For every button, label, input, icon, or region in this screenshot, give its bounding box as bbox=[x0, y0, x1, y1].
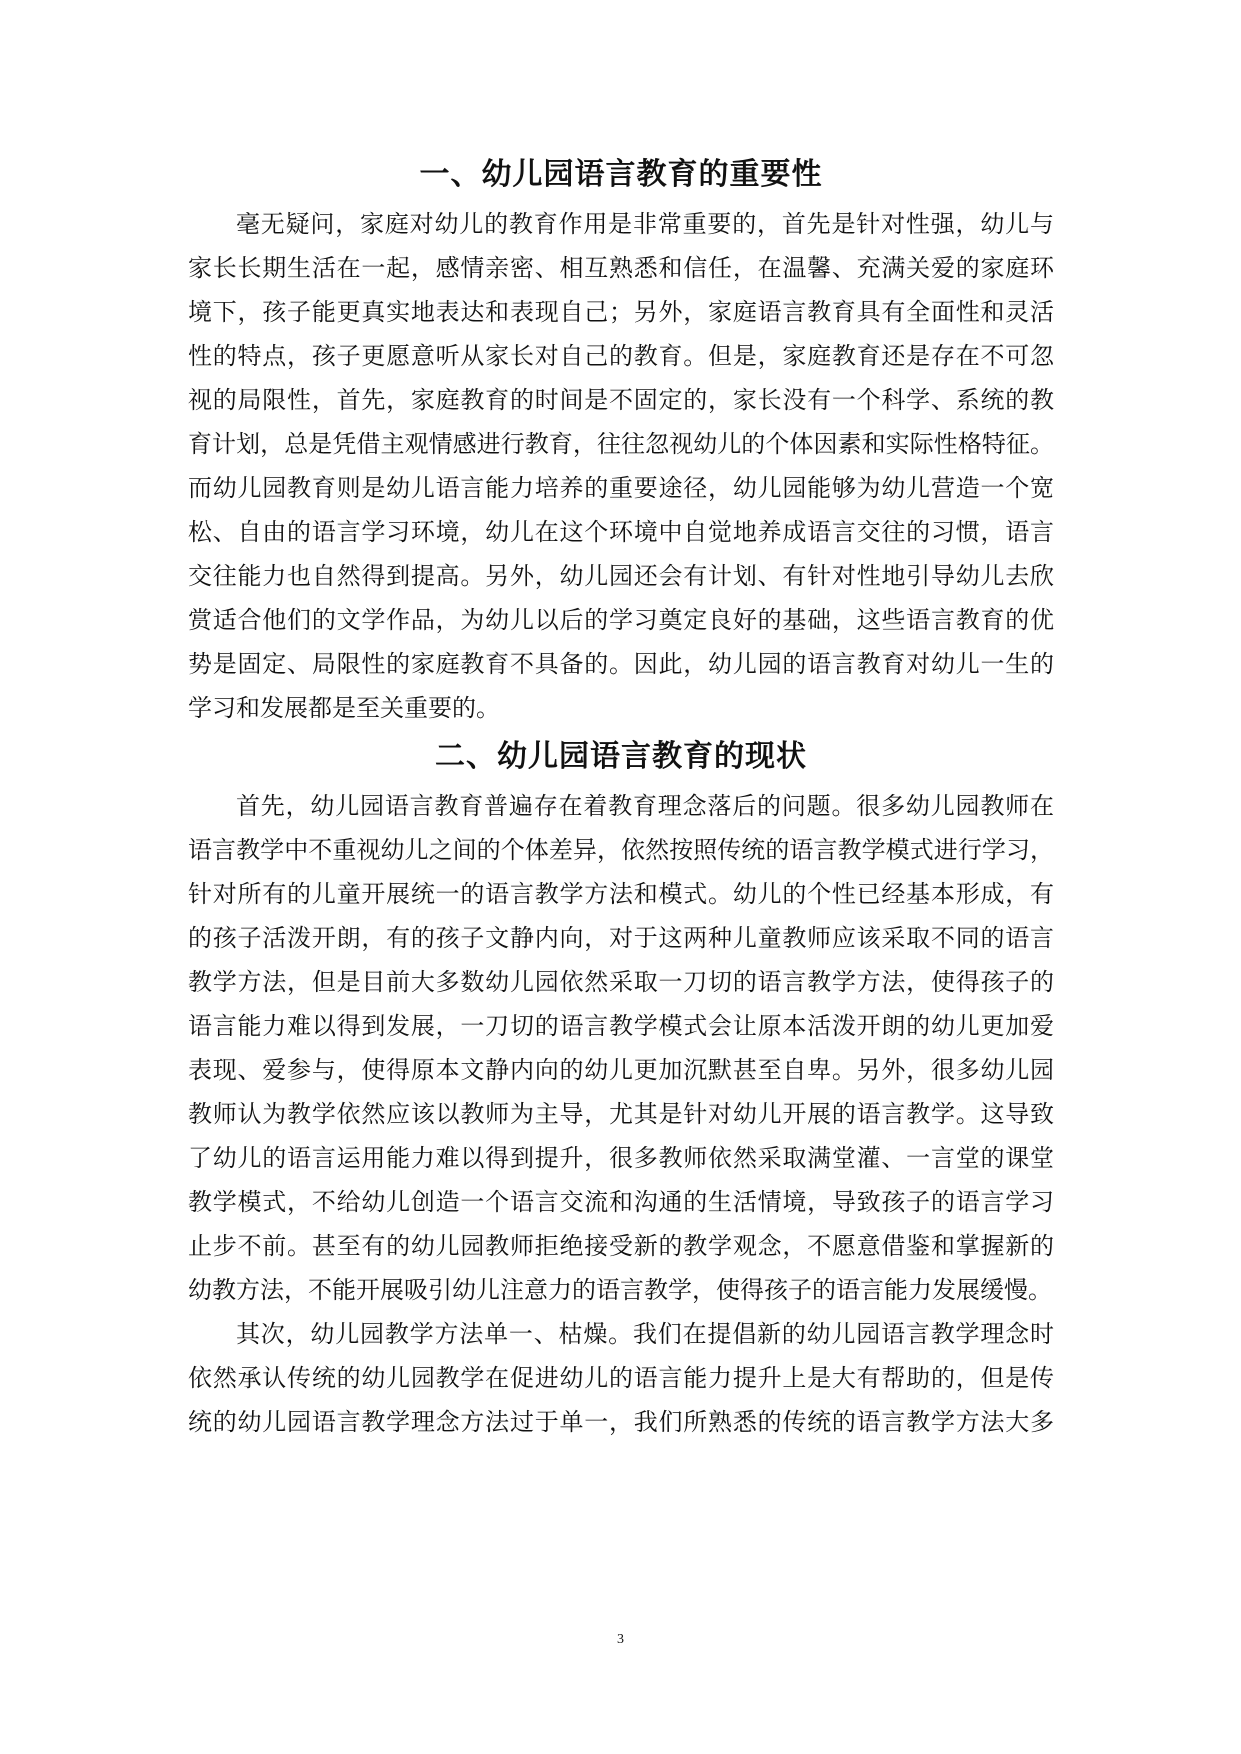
page-number: 3 bbox=[617, 1632, 624, 1647]
paragraph-line: 依然承认传统的幼儿园教学在促进幼儿的语言能力提升上是大有帮助的，但是传 bbox=[188, 1364, 1054, 1392]
paragraph-line: 势是固定、局限性的家庭教育不具备的。因此，幼儿园的语言教育对幼儿一生的 bbox=[188, 650, 1054, 678]
section-heading: 一、幼儿园语言教育的重要性 bbox=[419, 157, 823, 192]
section-heading: 二、幼儿园语言教育的现状 bbox=[435, 739, 807, 774]
paragraph-line: 表现、爱参与，使得原本文静内向的幼儿更加沉默甚至自卑。另外，很多幼儿园 bbox=[188, 1056, 1054, 1084]
paragraph-line: 幼教方法，不能开展吸引幼儿注意力的语言教学，使得孩子的语言能力发展缓慢。 bbox=[188, 1276, 1052, 1304]
paragraph-line: 境下，孩子能更真实地表达和表现自己；另外，家庭语言教育具有全面性和灵活 bbox=[188, 298, 1054, 326]
paragraph-line: 视的局限性，首先，家庭教育的时间是不固定的，家长没有一个科学、系统的教 bbox=[188, 386, 1054, 414]
paragraph-line: 毫无疑问，家庭对幼儿的教育作用是非常重要的，首先是针对性强，幼儿与 bbox=[236, 210, 1054, 238]
section-1 bbox=[188, 150, 1054, 730]
paragraph-line: 性的特点，孩子更愿意听从家长对自己的教育。但是，家庭教育还是存在不可忽 bbox=[188, 342, 1054, 370]
section-2 bbox=[188, 732, 1054, 1444]
paragraph-line: 止步不前。甚至有的幼儿园教师拒绝接受新的教学观念，不愿意借鉴和掌握新的 bbox=[188, 1232, 1054, 1260]
paragraph-line: 学习和发展都是至关重要的。 bbox=[188, 694, 500, 722]
paragraph-line: 语言教学中不重视幼儿之间的个体差异，依然按照传统的语言教学模式进行学习， bbox=[188, 836, 1054, 864]
paragraph-line: 其次，幼儿园教学方法单一、枯燥。我们在提倡新的幼儿园语言教学理念时 bbox=[236, 1320, 1054, 1348]
paragraph-line: 教师认为教学依然应该以教师为主导，尤其是针对幼儿开展的语言教学。这导致 bbox=[188, 1100, 1054, 1128]
paragraph-line: 松、自由的语言学习环境，幼儿在这个环境中自觉地养成语言交往的习惯，语言 bbox=[188, 518, 1054, 546]
paragraph-line: 教学模式，不给幼儿创造一个语言交流和沟通的生活情境，导致孩子的语言学习 bbox=[188, 1188, 1054, 1216]
paragraph-line: 的孩子活泼开朗，有的孩子文静内向，对于这两种儿童教师应该采取不同的语言 bbox=[188, 924, 1054, 952]
paragraph-line: 语言能力难以得到发展，一刀切的语言教学模式会让原本活泼开朗的幼儿更加爱 bbox=[188, 1012, 1054, 1040]
paragraph-line: 首先，幼儿园语言教育普遍存在着教育理念落后的问题。很多幼儿园教师在 bbox=[236, 792, 1054, 820]
paragraph-line: 家长长期生活在一起，感情亲密、相互熟悉和信任，在温馨、充满关爱的家庭环 bbox=[188, 254, 1054, 282]
paragraph-line: 统的幼儿园语言教学理念方法过于单一，我们所熟悉的传统的语言教学方法大多 bbox=[188, 1408, 1054, 1436]
paragraph-line: 赏适合他们的文学作品，为幼儿以后的学习奠定良好的基础，这些语言教育的优 bbox=[188, 606, 1054, 634]
paragraph-line: 针对所有的儿童开展统一的语言教学方法和模式。幼儿的个性已经基本形成，有 bbox=[188, 880, 1054, 908]
paragraph bbox=[188, 202, 1054, 730]
paragraph bbox=[188, 784, 1054, 1312]
paragraph-line: 教学方法，但是目前大多数幼儿园依然采取一刀切的语言教学方法，使得孩子的 bbox=[188, 968, 1054, 996]
paragraph bbox=[188, 1312, 1054, 1444]
paragraph-line: 而幼儿园教育则是幼儿语言能力培养的重要途径，幼儿园能够为幼儿营造一个宽 bbox=[188, 474, 1054, 502]
paragraph-line: 育计划，总是凭借主观情感进行教育，往往忽视幼儿的个体因素和实际性格特征。 bbox=[188, 430, 1054, 458]
paragraph-line: 了幼儿的语言运用能力难以得到提升，很多教师依然采取满堂灌、一言堂的课堂 bbox=[188, 1144, 1054, 1172]
page-body bbox=[188, 150, 1054, 1444]
paragraph-line: 交往能力也自然得到提高。另外，幼儿园还会有计划、有针对性地引导幼儿去欣 bbox=[188, 562, 1054, 590]
